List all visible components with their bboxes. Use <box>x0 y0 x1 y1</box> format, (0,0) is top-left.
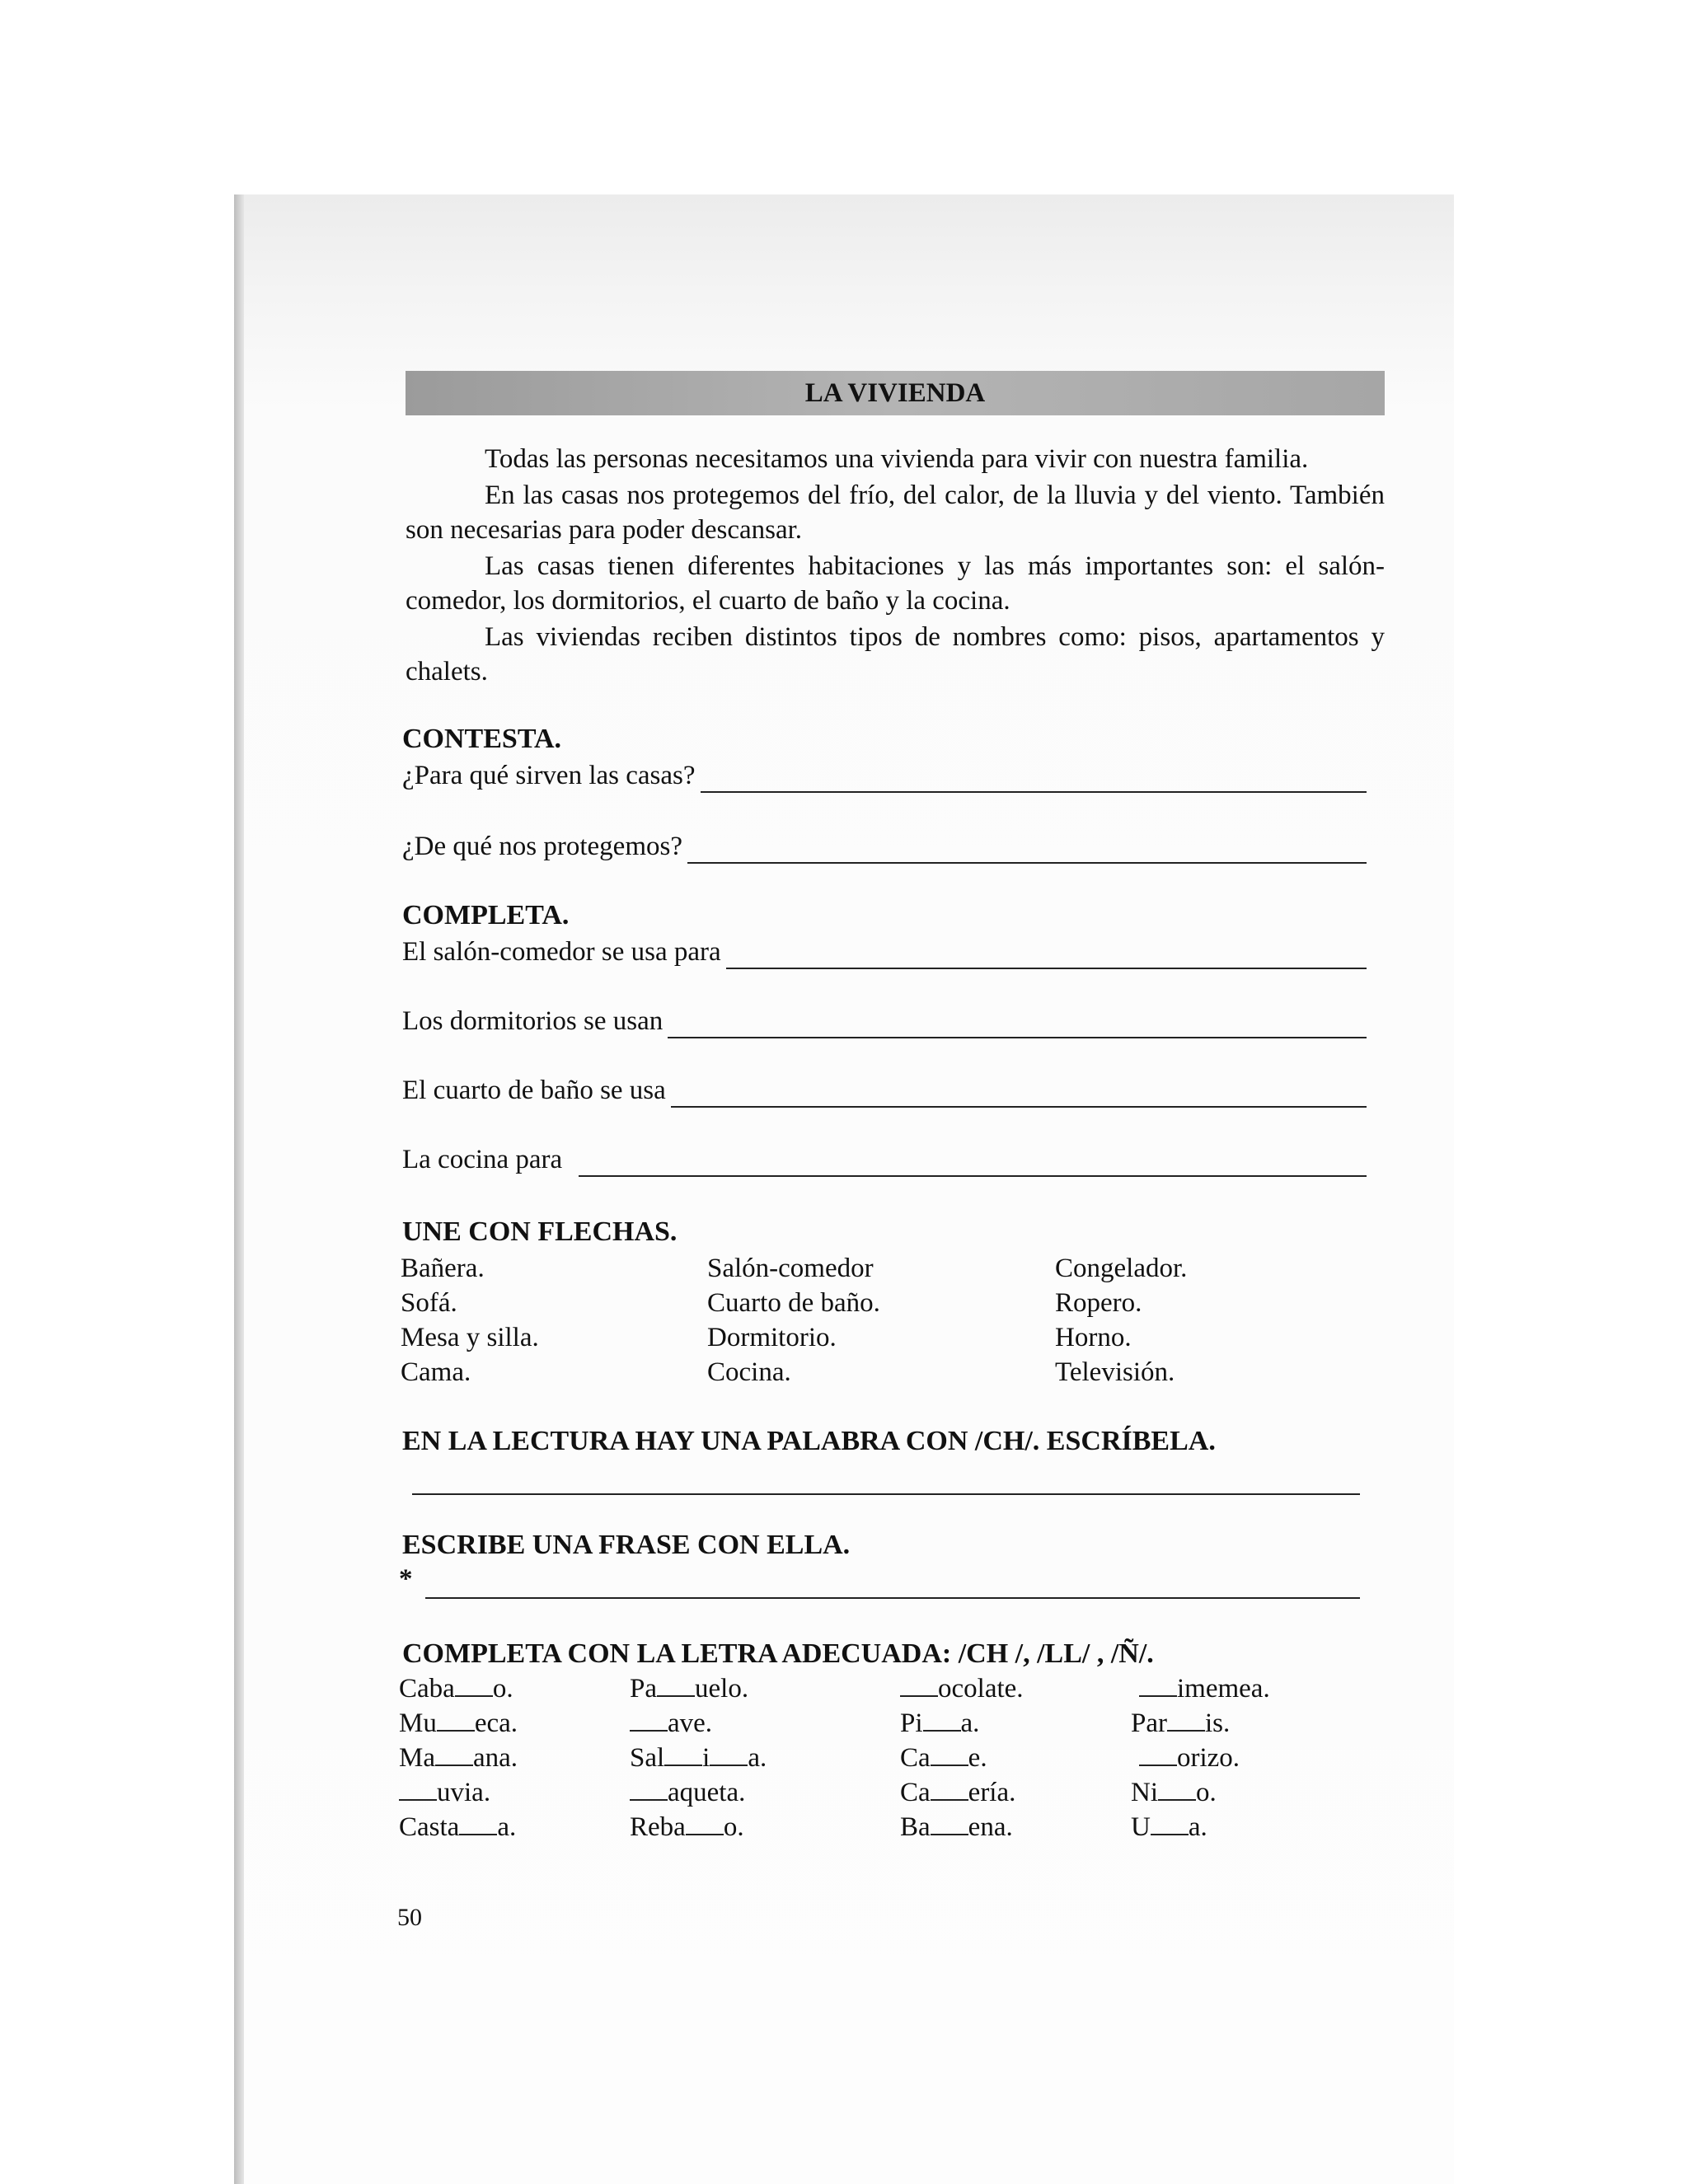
contesta-heading: CONTESTA. <box>402 724 562 754</box>
letra-item: Ca e. <box>900 1743 987 1773</box>
letter-blank[interactable] <box>1158 1778 1196 1801</box>
une-item[interactable]: Horno. <box>1055 1323 1132 1352</box>
letter-blank[interactable] <box>630 1708 668 1732</box>
letra-item: Pi a. <box>900 1708 980 1738</box>
letter-blank[interactable] <box>657 1674 695 1697</box>
une-item[interactable]: Televisión. <box>1055 1357 1175 1387</box>
letra-item: Reba o. <box>630 1812 744 1842</box>
letra-item: Sal i a. <box>630 1743 767 1773</box>
letra-item: Mu eca. <box>399 1708 518 1738</box>
une-column-3 <box>1055 1251 1187 1390</box>
une-item[interactable]: Congelador. <box>1055 1254 1188 1283</box>
paragraph-2: En las casas nos protegemos del frío, del calor, de la lluvia y del viento. También son necesarias para poder descansar. <box>406 480 1385 545</box>
letter-blank[interactable] <box>900 1674 938 1697</box>
une-item[interactable]: Ropero. <box>1055 1288 1142 1318</box>
frase-answer-line[interactable] <box>425 1597 1360 1599</box>
completa-text: El salón-comedor se usa para <box>402 937 721 967</box>
answer-line[interactable] <box>726 940 1367 969</box>
une-item[interactable]: Mesa y silla. <box>401 1323 539 1352</box>
contesta-question-1 <box>402 757 1367 793</box>
letter-blank[interactable] <box>435 1743 473 1766</box>
letra-item: orizo. <box>1139 1741 1240 1775</box>
letter-blank[interactable] <box>931 1812 968 1835</box>
letter-blank[interactable] <box>630 1778 668 1801</box>
une-item[interactable]: Salón-comedor <box>707 1254 874 1283</box>
page-shadow-edge <box>234 194 244 2184</box>
answer-line[interactable] <box>668 1009 1367 1038</box>
letra-item: Ma ana. <box>399 1743 518 1773</box>
completa-text: Los dormitorios se usan <box>402 1006 663 1036</box>
letter-blank[interactable] <box>455 1674 493 1697</box>
paragraph-3: Las casas tienen diferentes habitaciones y las más importantes son: el salón-comedor, los dormitorios, el cuarto de baño y la cocina. <box>406 551 1385 616</box>
letter-blank[interactable] <box>459 1812 497 1835</box>
page-title: LA VIVIENDA <box>406 371 1385 415</box>
une-heading: UNE CON FLECHAS. <box>402 1216 678 1247</box>
letter-blank[interactable] <box>1139 1743 1177 1766</box>
letter-blank[interactable] <box>931 1778 968 1801</box>
contesta-question-2 <box>402 827 1367 864</box>
completa-text: La cocina para <box>402 1145 563 1174</box>
letra-item: uvia. <box>399 1775 490 1810</box>
une-item[interactable]: Cuarto de baño. <box>707 1288 880 1318</box>
letra-item: U a. <box>1131 1812 1207 1842</box>
une-column-2 <box>707 1251 880 1390</box>
letra-item: Ni o. <box>1131 1778 1217 1807</box>
answer-line[interactable] <box>579 1147 1367 1177</box>
answer-line[interactable] <box>671 1078 1367 1108</box>
ch-answer-line[interactable] <box>412 1493 1360 1495</box>
letter-blank[interactable] <box>1151 1812 1189 1835</box>
answer-line[interactable] <box>701 763 1367 793</box>
letter-blank[interactable] <box>710 1743 748 1766</box>
completa-item-4 <box>402 1141 1367 1177</box>
une-column-1 <box>401 1251 539 1390</box>
letra-item: Ca ería. <box>900 1778 1016 1807</box>
letra-item: imemea. <box>1139 1671 1270 1706</box>
letras-heading: COMPLETA CON LA LETRA ADECUADA: /CH /, /LL/ , /Ñ/. <box>402 1638 1154 1669</box>
une-item[interactable]: Cocina. <box>707 1357 791 1387</box>
paragraph-1: Todas las personas necesitamos una vivienda para vivir con nuestra familia. <box>485 444 1309 474</box>
paragraph-4: Las viviendas reciben distintos tipos de nombres como: pisos, apartamentos y chalets. <box>406 622 1385 687</box>
frase-heading: ESCRIBE UNA FRASE CON ELLA. <box>402 1530 851 1560</box>
completa-item-1 <box>402 933 1367 969</box>
completa-item-2 <box>402 1002 1367 1038</box>
une-item[interactable]: Bañera. <box>401 1254 485 1283</box>
frase-bullet: * <box>399 1564 413 1594</box>
letter-blank[interactable] <box>399 1778 437 1801</box>
letra-item: Ba ena. <box>900 1812 1013 1842</box>
letter-blank[interactable] <box>1167 1708 1205 1732</box>
letra-item: ocolate. <box>900 1671 1024 1706</box>
completa-text: El cuarto de baño se usa <box>402 1076 666 1105</box>
letra-item: Par is. <box>1131 1708 1231 1738</box>
letter-blank[interactable] <box>664 1743 702 1766</box>
letra-item: aqueta. <box>630 1775 745 1810</box>
une-item[interactable]: Dormitorio. <box>707 1323 837 1352</box>
letter-blank[interactable] <box>437 1708 475 1732</box>
page-number: 50 <box>397 1904 422 1931</box>
letter-blank[interactable] <box>1139 1674 1177 1697</box>
une-item[interactable]: Cama. <box>401 1357 471 1387</box>
question-text: ¿Para qué sirven las casas? <box>402 761 696 790</box>
completa-item-3 <box>402 1071 1367 1108</box>
ch-heading: EN LA LECTURA HAY UNA PALABRA CON /CH/. ESCRÍBELA. <box>402 1426 1216 1456</box>
completa-heading: COMPLETA. <box>402 900 570 930</box>
une-item[interactable]: Sofá. <box>401 1288 457 1318</box>
answer-line[interactable] <box>687 834 1367 864</box>
letter-blank[interactable] <box>931 1743 968 1766</box>
question-text: ¿De qué nos protegemos? <box>402 832 682 861</box>
letter-blank[interactable] <box>686 1812 724 1835</box>
letter-blank[interactable] <box>923 1708 961 1732</box>
letra-item: ave. <box>630 1706 712 1741</box>
letra-item: Casta a. <box>399 1812 517 1842</box>
letra-item: Caba o. <box>399 1674 513 1704</box>
letra-item: Pa uelo. <box>630 1674 749 1704</box>
